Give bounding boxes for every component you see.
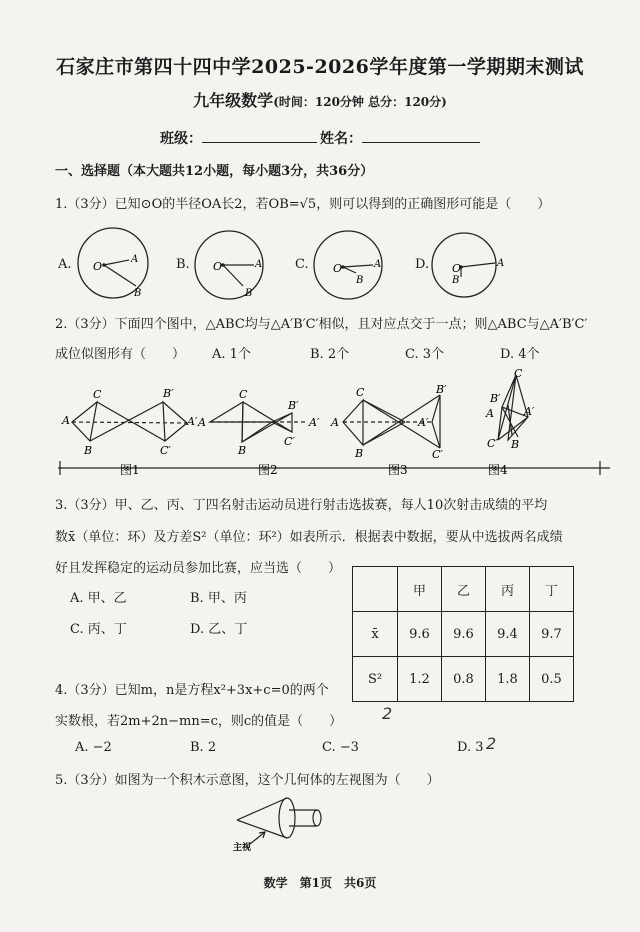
table-header-yi: 乙 (442, 567, 486, 612)
q1-a-label-o: O (93, 260, 103, 273)
q2-fig1-caption: 图1 (120, 463, 140, 477)
q2-f1-label-a: A (62, 414, 70, 427)
q1-circle-d (432, 233, 496, 297)
q2-f4-label-a2: A′ (524, 405, 535, 418)
q2-f2-label-b2: B′ (288, 399, 299, 412)
q1-option-d: D. (415, 257, 430, 272)
q2-similarity-figures (0, 365, 640, 483)
q4-option-c: C. −3 (322, 740, 359, 755)
table-row-label-variance: S² (353, 657, 398, 702)
q2-f3-label-b2: B′ (436, 383, 447, 396)
subject-label: 九年级数学 (193, 91, 274, 110)
q2-option-b: B. 2个 (310, 347, 350, 362)
q1-a-label-b: B (134, 288, 142, 299)
table-cell: 1.2 (398, 657, 442, 702)
q1-option-a: A. (58, 257, 72, 272)
q1-d-label-b: B (452, 275, 460, 286)
q1-c-label-a: A (374, 259, 382, 270)
q2-f3-label-a2: A′ (418, 416, 429, 429)
q2-f1-label-c: C (93, 388, 102, 401)
q2-f3-label-a: A (331, 416, 339, 429)
q2-stem-line1: 2.（3分）下面四个图中，△ABC均与△A′B′C′相似，且对应点交于一点；则△ABC与△A′B′C′ (55, 317, 588, 332)
table-cell: 1.8 (486, 657, 530, 702)
q3-option-b: B. 甲、丙 (190, 591, 247, 606)
table-row (353, 657, 574, 702)
q4-line2: 实数根，若2m+2n−mn=c，则c的值是（ ） (55, 714, 343, 729)
q2-f2-label-a: A (198, 416, 206, 429)
q3-option-d: D. 乙、丁 (190, 622, 248, 637)
q3-score-table (352, 566, 574, 702)
q2-f1-label-a2: A′ (187, 415, 198, 428)
q2-option-a: A. 1个 (212, 347, 251, 362)
table-cell: 0.8 (442, 657, 486, 702)
table-cell: 9.7 (530, 612, 574, 657)
table-header-ding: 丁 (530, 567, 574, 612)
class-label: 班级： (160, 131, 202, 147)
q1-b-label-a: A (255, 259, 263, 270)
q1-c-label-o: O (333, 262, 343, 275)
q5-stem: 5.（3分）如图为一个积木示意图，这个几何体的左视图为（ ） (55, 773, 440, 788)
table-cell (353, 567, 398, 612)
q3-line3: 好且发挥稳定的运动员参加比赛，应当选（ ） (55, 561, 342, 576)
table-cell: 9.4 (486, 612, 530, 657)
table-row (353, 567, 574, 612)
class-blank (202, 128, 317, 143)
table-cell: 9.6 (398, 612, 442, 657)
class-field (160, 128, 317, 148)
q1-a-label-a: A (131, 254, 139, 265)
name-field (320, 128, 480, 148)
table-cell: 0.5 (530, 657, 574, 702)
q2-f2-label-b: B (238, 444, 247, 457)
q2-option-d: D. 4个 (500, 347, 540, 362)
q4-option-d: D. 3 (457, 740, 484, 755)
q2-option-c: C. 3个 (405, 347, 445, 362)
table-header-bing: 丙 (486, 567, 530, 612)
q2-f4-label-b: B (511, 438, 520, 451)
q1-b-label-b: B (245, 288, 253, 299)
q2-fig4-caption: 图4 (488, 463, 508, 477)
q2-fig3-caption: 图3 (388, 463, 408, 477)
q2-f4-label-a: A (486, 407, 494, 420)
q2-f2-label-c: C (239, 388, 248, 401)
q2-fig2-caption: 图2 (258, 463, 278, 477)
q2-f2-label-a2: A′ (309, 416, 320, 429)
time-score-note: (时间：120分钟 总分：120分) (273, 95, 447, 109)
q3-option-a: A. 甲、乙 (70, 591, 127, 606)
q4-line1: 4.（3分）已知m，n是方程x²+3x+c=0的两个 (55, 683, 329, 698)
table-row (353, 612, 574, 657)
q2-f2-label-c2: C′ (284, 435, 295, 448)
page-footer: 数学 第1页 共6页 (263, 876, 377, 890)
q4-option-a: A. −2 (75, 740, 112, 755)
q4-option-b: B. 2 (190, 740, 217, 755)
q1-b-label-o: O (213, 260, 223, 273)
q1-d-label-o: O (452, 262, 462, 275)
q1-circle-figures (0, 225, 640, 300)
q2-f4-label-b2: B′ (490, 392, 501, 405)
table-cell: 9.6 (442, 612, 486, 657)
q5-block-figure (225, 792, 335, 852)
q4-handwritten-mark-2: 2 (486, 734, 497, 753)
name-label: 姓名： (320, 131, 362, 147)
q2-f3-label-b: B (355, 447, 364, 460)
q2-f1-label-b2: B′ (163, 387, 174, 400)
q1-option-b: B. (176, 257, 190, 272)
q4-handwritten-mark-1: 2 (382, 704, 393, 723)
q1-d-label-a: A (497, 258, 505, 269)
q2-stem-line2: 成位似图形有（ ） (55, 347, 186, 362)
q2-f4-label-c2: C′ (487, 437, 498, 450)
q1-option-c: C. (295, 257, 309, 272)
q2-f3-label-c2: C′ (432, 448, 443, 461)
q5-main-view-label: 主视 (233, 843, 252, 852)
table-row-label-mean: x̄ (353, 612, 398, 657)
table-header-jia: 甲 (398, 567, 442, 612)
exam-title: 石家庄市第四十四中学2025-2026学年度第一学期期末测试 (56, 56, 584, 78)
q3-line1: 3.（3分）甲、乙、丙、丁四名射击运动员进行射击选拔赛，每人10次射击成绩的平均 (55, 498, 548, 513)
q1-stem: 1.（3分）已知⊙O的半径OA长2，若OB=√5，则可以得到的正确图形可能是（ ） (55, 197, 551, 212)
q3-option-c: C. 丙、丁 (70, 622, 127, 637)
q2-f1-label-c2: C′ (160, 444, 171, 457)
q1-c-label-b: B (356, 275, 364, 286)
name-blank (362, 128, 480, 143)
q2-f4-label-c: C (514, 367, 523, 380)
q3-line2: 数x̄（单位：环）及方差S²（单位：环²）如表所示．根据表中数据，要从中选拔两名成绩 (55, 530, 563, 545)
section-heading: 一、选择题（本大题共12小题，每小题3分，共36分） (55, 164, 374, 179)
q2-f3-label-c: C (356, 386, 365, 399)
exam-subtitle (0, 88, 640, 111)
q2-f1-label-b: B (84, 444, 93, 457)
